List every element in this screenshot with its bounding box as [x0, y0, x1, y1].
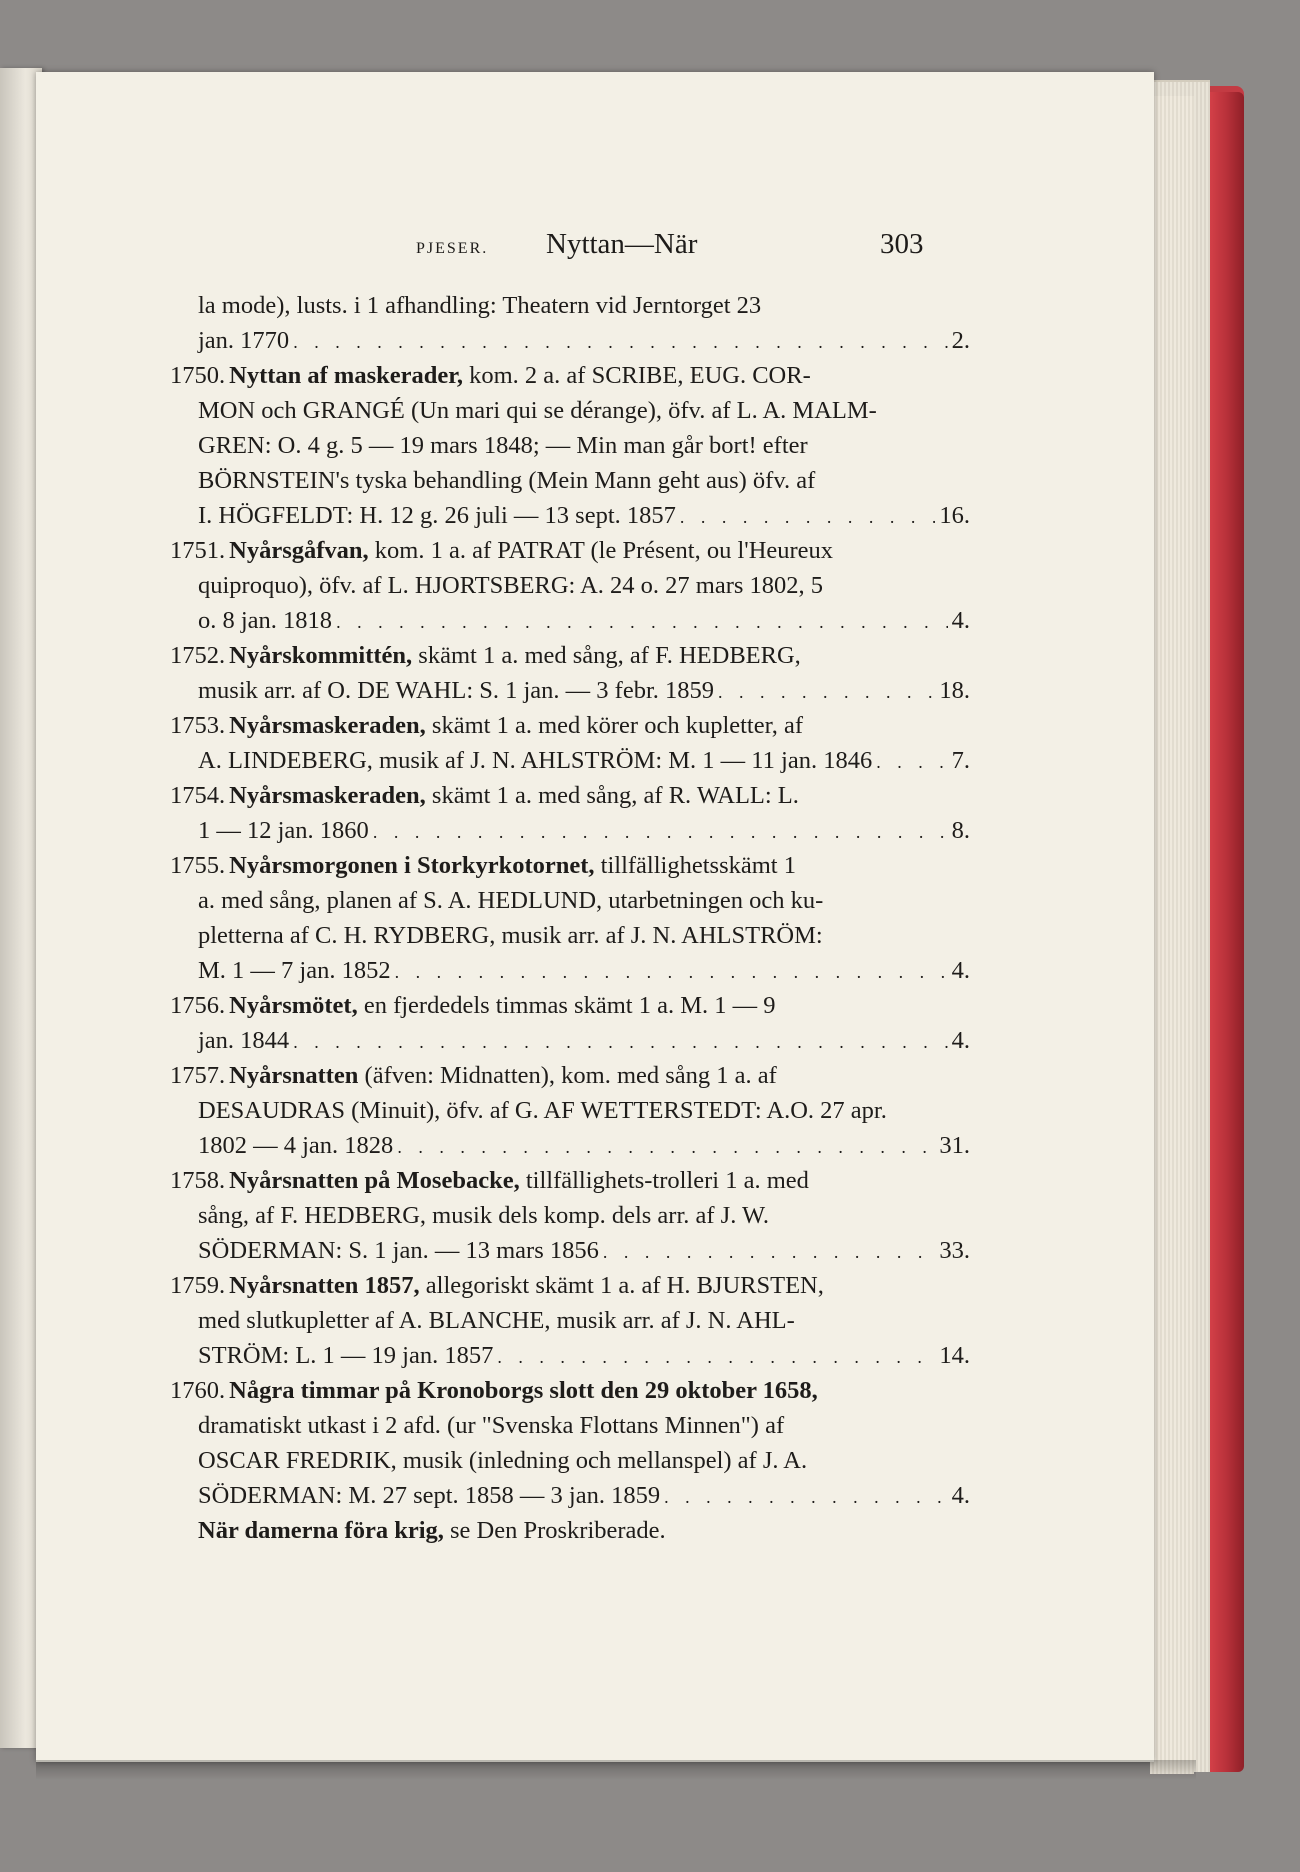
text-line [170, 1478, 970, 1513]
line-text: en fjerdedels timmas skämt 1 a. M. 1 — 9 [357, 992, 776, 1019]
text-line [170, 1338, 970, 1373]
play-title: Nyttan af maskerader, [229, 362, 463, 389]
line-text: skämt 1 a. med körer och kupletter, af [425, 712, 804, 739]
text-line [170, 498, 970, 533]
text-line [170, 1513, 970, 1548]
entry-number: 1752. [170, 642, 226, 669]
line-text: SÖDERMAN: S. 1 jan. — 13 mars 1856 [198, 1237, 599, 1264]
play-title: Nyårsnatten 1857, [229, 1272, 420, 1299]
entry-line [170, 1268, 970, 1303]
line-text: quiproquo), öfv. af L. HJORTSBERG: A. 24 o. 27 mars 1802, 5 [198, 572, 824, 599]
text-line [170, 918, 970, 953]
dot-leader [395, 955, 948, 988]
line-text: STRÖM: L. 1 — 19 jan. 1857 [198, 1342, 494, 1369]
page-stack-edges [1150, 96, 1194, 1774]
performance-count: 4. [951, 1027, 970, 1054]
play-title: Nyårsmötet, [229, 992, 358, 1019]
line-text: med slutkupletter af A. BLANCHE, musik arr. af J. N. AHL- [198, 1307, 795, 1334]
text-line [170, 1128, 970, 1163]
text-line [170, 1023, 970, 1058]
line-text: musik arr. af O. DE WAHL: S. 1 jan. — 3 febr. 1859 [198, 677, 715, 704]
line-text: MON och GRANGÉ (Un mari qui se dérange), öfv. af L. A. MALM- [198, 397, 877, 424]
dot-leader [664, 1480, 948, 1513]
text-line [170, 288, 970, 323]
line-text: skämt 1 a. med sång, af F. HEDBERG, [412, 642, 801, 669]
text-line [170, 1303, 970, 1338]
line-text: jan. 1844 [198, 1027, 290, 1054]
line-text: a. med sång, planen af S. A. HEDLUND, utarbetningen och ku- [198, 887, 824, 914]
dot-leader [603, 1235, 936, 1268]
line-text: tillfällighets-trolleri 1 a. med [519, 1167, 809, 1194]
line-text: (äfven: Midnatten), kom. med sång 1 a. af [358, 1062, 777, 1089]
header-title: Nyttan—När [546, 228, 698, 260]
performance-count: 31. [939, 1132, 970, 1159]
entry-line [170, 1163, 970, 1198]
line-text: kom. 1 a. af PATRAT (le Présent, ou l'Heureux [368, 537, 834, 564]
dot-leader [876, 745, 947, 778]
performance-count: 7. [951, 747, 970, 774]
performance-count: 16. [939, 502, 970, 529]
entry-line [170, 708, 970, 743]
entry-number: 1757. [170, 1062, 226, 1089]
entry-number: 1754. [170, 782, 226, 809]
performance-count: 4. [951, 957, 970, 984]
text-line [170, 603, 970, 638]
page-shadow [36, 1760, 1196, 1780]
line-text: la mode), lusts. i 1 afhandling: Theatern vid Jerntorget 23 [198, 292, 762, 319]
dot-leader [680, 500, 936, 533]
line-text: skämt 1 a. med sång, af R. WALL: L. [425, 782, 799, 809]
play-title: Nyårsmaskeraden, [229, 712, 426, 739]
performance-count: 18. [939, 677, 970, 704]
running-header [0, 228, 1300, 268]
text-line [170, 1443, 970, 1478]
performance-count: 2. [951, 327, 970, 354]
entry-line [170, 848, 970, 883]
line-text: allegoriskt skämt 1 a. af H. BJURSTEN, [419, 1272, 824, 1299]
entry-line [170, 988, 970, 1023]
entry-number: 1759. [170, 1272, 226, 1299]
performance-count: 33. [939, 1237, 970, 1264]
line-text: 1 — 12 jan. 1860 [198, 817, 369, 844]
line-text: SÖDERMAN: M. 27 sept. 1858 — 3 jan. 1859 [198, 1482, 661, 1509]
play-title: Nyårsnatten på Mosebacke, [229, 1167, 520, 1194]
performance-count: 8. [951, 817, 970, 844]
text-line [170, 393, 970, 428]
entry-line [170, 1373, 970, 1408]
line-text: DESAUDRAS (Minuit), öfv. af G. AF WETTERSTEDT: A.O. 27 apr. [198, 1097, 887, 1124]
line-text: BÖRNSTEIN's tyska behandling (Mein Mann geht aus) öfv. af [198, 467, 816, 494]
line-text: pletterna af C. H. RYDBERG, musik arr. af J. N. AHLSTRÖM: [198, 922, 823, 949]
entry-number: 1753. [170, 712, 226, 739]
performance-count: 14. [939, 1342, 970, 1369]
text-line [170, 953, 970, 988]
play-title: Nyårsgåfvan, [229, 537, 369, 564]
dot-leader [293, 325, 947, 358]
dot-leader [497, 1340, 935, 1373]
play-title: Nyårsmorgonen i Storkyrkotornet, [229, 852, 595, 879]
line-text: dramatiskt utkast i 2 afd. (ur "Svenska Flottans Minnen") af [198, 1412, 785, 1439]
performance-count: 4. [951, 607, 970, 634]
play-title: Några timmar på Kronoborgs slott den 29 oktober 1658, [229, 1377, 818, 1404]
entry-number: 1758. [170, 1167, 226, 1194]
line-text: se Den Proskriberade. [443, 1517, 666, 1544]
dot-leader [397, 1130, 935, 1163]
dot-leader [293, 1025, 947, 1058]
entry-line [170, 1058, 970, 1093]
text-body [170, 288, 970, 1548]
entry-number: 1760. [170, 1377, 226, 1404]
entry-number: 1756. [170, 992, 226, 1019]
line-text: tillfällighetsskämt 1 [594, 852, 796, 879]
dot-leader [373, 815, 948, 848]
text-line [170, 673, 970, 708]
entry-number: 1751. [170, 537, 226, 564]
play-title: Nyårskommittén, [229, 642, 413, 669]
entry-number: 1755. [170, 852, 226, 879]
header-section: PJESER. [416, 240, 489, 257]
dot-leader [336, 605, 948, 638]
performance-count: 4. [951, 1482, 970, 1509]
text-line [170, 1093, 970, 1128]
line-text: M. 1 — 7 jan. 1852 [198, 957, 391, 984]
line-text: A. LINDEBERG, musik af J. N. AHLSTRÖM: M. 1 — 11 jan. 1846 [198, 747, 873, 774]
text-line [170, 1233, 970, 1268]
play-title: Nyårsnatten [229, 1062, 359, 1089]
line-text: sång, af F. HEDBERG, musik dels komp. dels arr. af J. W. [198, 1202, 770, 1229]
entry-line [170, 533, 970, 568]
text-line [170, 1198, 970, 1233]
entry-line [170, 358, 970, 393]
text-line [170, 463, 970, 498]
text-line [170, 883, 970, 918]
play-title: Nyårsmaskeraden, [229, 782, 426, 809]
text-line [170, 1408, 970, 1443]
entry-line [170, 638, 970, 673]
line-text: o. 8 jan. 1818 [198, 607, 333, 634]
line-text: kom. 2 a. af SCRIBE, EUG. COR- [463, 362, 811, 389]
line-text: GREN: O. 4 g. 5 — 19 mars 1848; — Min man går bort! efter [198, 432, 808, 459]
entry-line [170, 778, 970, 813]
line-text: OSCAR FREDRIK, musik (inledning och mellanspel) af J. A. [198, 1447, 808, 1474]
page-number: 303 [880, 228, 924, 260]
text-line [170, 568, 970, 603]
play-title: När damerna föra krig, [198, 1517, 444, 1544]
text-line [170, 428, 970, 463]
line-text: 1802 — 4 jan. 1828 [198, 1132, 394, 1159]
text-line [170, 813, 970, 848]
entry-number: 1750. [170, 362, 226, 389]
text-line [170, 743, 970, 778]
line-text: I. HÖGFELDT: H. 12 g. 26 juli — 13 sept. 1857 [198, 502, 676, 529]
line-text: jan. 1770 [198, 327, 290, 354]
dot-leader [718, 675, 935, 708]
text-line [170, 323, 970, 358]
